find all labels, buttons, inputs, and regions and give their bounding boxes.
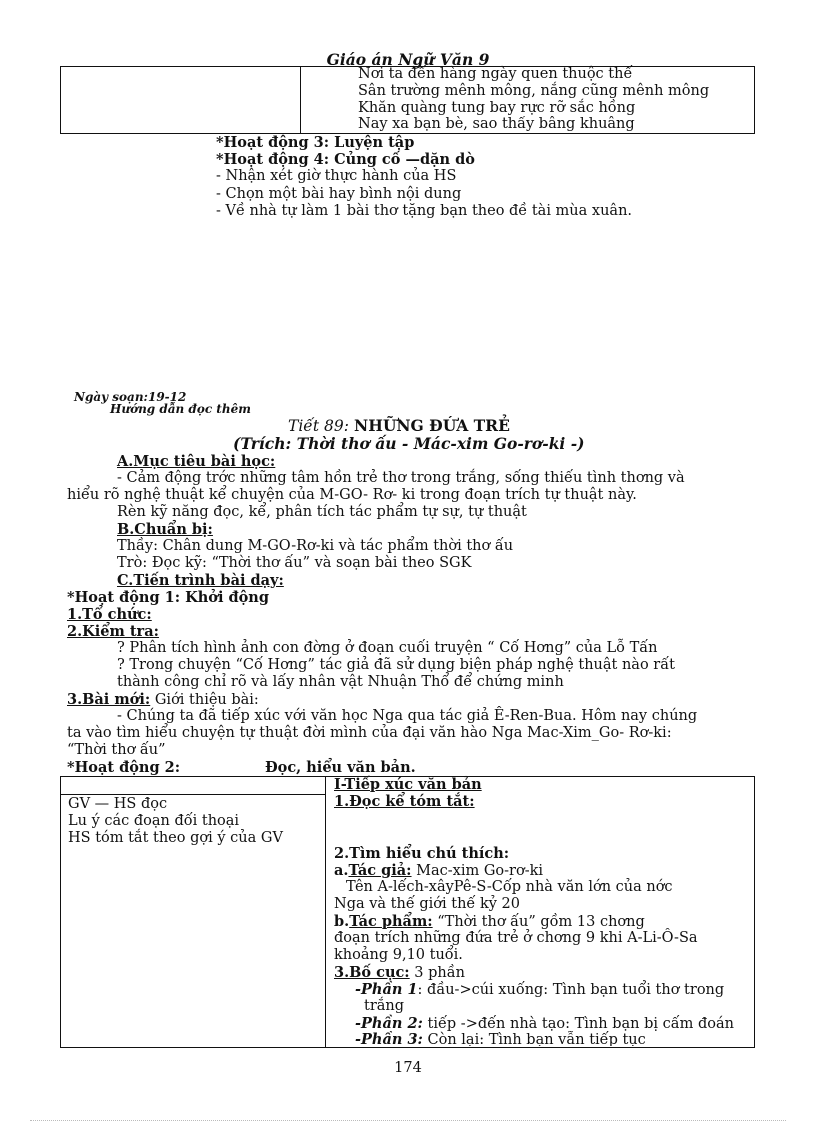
organize-heading: 1.Tổ chức: [67, 606, 152, 623]
prep-student: Trò: Đọc kỹ: “Thời thơ ấu” và soạn bài theo SGK [117, 555, 472, 571]
new-lesson-intro: Giới thiệu bài: [150, 692, 259, 708]
check-heading: 2.Kiểm tra: [67, 623, 159, 640]
check-question: ? Trong chuyện “Cố Hơng” tác giả đã sử dụng biện pháp nghệ thuật nào rất [117, 657, 675, 673]
part-2-text: tiếp ->đến nhà tạo: Tình bạn bị cấm đoán [422, 1016, 734, 1032]
check-question: thành công chỉ rõ và lấy nhân vật Nhuận Thổ để chứng minh [117, 674, 564, 690]
new-lesson-text: “Thời thơ ấu” [67, 742, 166, 758]
author-desc: Tên A-lếch-xâyPê-S-Cốp nhà văn lớn của nớc [346, 879, 673, 895]
author-desc: Nga và thế giới thế kỷ 20 [334, 896, 520, 912]
lesson-label: Tiết 89: [288, 417, 349, 435]
layout-label: 3.Bố cục: [334, 964, 410, 981]
lesson-table-row-line [60, 794, 326, 795]
poem-line: Sân trường mênh mông, nắng cũng mênh mông [358, 83, 710, 99]
work-desc: khoảng 9,10 tuổi. [334, 947, 463, 963]
layout-line [334, 964, 465, 982]
read-summary-heading: 1.Đọc kể tóm tắt: [334, 793, 475, 810]
teacher-activity: HS tóm tắt theo gợi ý của GV [68, 830, 283, 846]
activity-4-item: - Về nhà tự làm 1 bài thơ tặng bạn theo đề tài mùa xuân. [216, 203, 633, 219]
activity-3-heading: *Hoạt động 3: Luyện tập [216, 134, 415, 151]
page-header: Giáo án Ngữ Văn 9 [326, 50, 490, 69]
new-lesson-text: ta vào tìm hiểu chuyện tự thuật đời mình của đại văn hào Nga Mac-Xim_Go- Rơ-ki: [67, 725, 672, 741]
activity-2-title: Đọc, hiểu văn bản. [265, 759, 416, 776]
poem-line: Nay xa bạn bè, sao thấy bâng khuâng [358, 116, 635, 132]
work-line [334, 913, 645, 931]
work-prefix: b. [334, 913, 350, 930]
part-3-line [355, 1031, 646, 1046]
teacher-activity: GV — HS đọc [68, 796, 168, 812]
section-heading: I-Tiếp xúc văn bản [334, 776, 482, 793]
poem-line: Khăn quàng tung bay rực rỡ sắc hồng [358, 100, 636, 116]
part-3-text: Còn lại: Tình bạn vẫn tiếp tục [422, 1032, 646, 1046]
part-1-line [355, 981, 724, 999]
lesson-table-divider [325, 776, 326, 1047]
objectives-text: Rèn kỹ năng đọc, kể, phân tích tác phẩm tự sự, tự thuật [117, 504, 527, 520]
objectives-heading: A.Mục tiêu bài học: [117, 453, 276, 470]
date-line: Ngày soạn:19-12 [74, 390, 187, 404]
activity-4-item: - Nhận xét giờ thực hành của HS [216, 168, 457, 184]
activity-2-heading: *Hoạt động 2: [67, 759, 181, 776]
prep-teacher: Thầy: Chân dung M-GO-Rơ-ki và tác phẩm thời thơ ấu [117, 538, 514, 554]
notes-heading: 2.Tìm hiểu chú thích: [334, 845, 510, 862]
part-3-label: -Phần 3: [355, 1031, 423, 1046]
new-lesson-line [67, 691, 259, 709]
part-1-continued: trắng [364, 998, 405, 1014]
guide-line: Hướng dẫn đọc thêm [110, 402, 251, 416]
activity-1-heading: *Hoạt động 1: Khởi động [67, 589, 269, 606]
poem-line: Nơi ta đến hàng ngày quen thuộc thế [358, 66, 633, 82]
check-question: ? Phân tích hình ảnh con đờng ở đoạn cuối truyện “ Cố Hơng” của Lỗ Tấn [117, 640, 658, 656]
teacher-activity: Lu ý các đoạn đối thoại [68, 813, 240, 829]
lesson-subtitle: (Trích: Thời thơ ấu - Mác-xim Go-rơ-ki -) [233, 434, 585, 453]
work-value: “Thời thơ ấu” gồm 13 chơng [432, 914, 645, 930]
author-prefix: a. [334, 862, 349, 879]
prep-heading: B.Chuẩn bị: [117, 521, 213, 538]
author-value: Mac-xim Go-rơ-ki [411, 863, 544, 879]
layout-value: 3 phần [409, 965, 465, 981]
process-heading: C.Tiến trình bài dạy: [117, 572, 284, 589]
objectives-text: hiểu rõ nghệ thuật kể chuyện của M-GO- Rơ- ki trong đoạn trích tự thuật này. [67, 487, 637, 503]
work-desc: đoạn trích những đứa trẻ ở chơng 9 khi A-Li-Ô-Sa [334, 930, 698, 946]
part-2-label: -Phần 2: [355, 1015, 423, 1032]
new-lesson-text: - Chúng ta đã tiếp xúc với văn học Nga qua tác giả Ê-Ren-Bua. Hôm nay chúng [117, 708, 698, 724]
activity-4-heading: *Hoạt động 4: Củng cố —dặn dò [216, 151, 475, 168]
new-lesson-label: 3.Bài mới: [67, 691, 151, 708]
lesson-title-line [288, 416, 510, 435]
top-table-divider [300, 66, 301, 133]
page-number: 174 [394, 1060, 422, 1076]
activity-4-item: - Chọn một bài hay bình nội dung [216, 186, 462, 202]
part-1-text: : đầu->cúi xuống: Tình bạn tuổi thơ trong [417, 982, 725, 998]
page-bottom-rule [30, 1120, 786, 1121]
author-label: Tác giả: [348, 862, 412, 879]
work-label: Tác phẩm: [349, 913, 433, 930]
author-line [334, 862, 543, 880]
lesson-title: NHỮNG ĐỨA TRẺ [354, 416, 510, 435]
part-1-label: -Phần 1 [355, 981, 418, 998]
objectives-text: - Cảm động trớc những tâm hồn trẻ thơ trong trắng, sống thiếu tình thơng và [117, 470, 685, 486]
